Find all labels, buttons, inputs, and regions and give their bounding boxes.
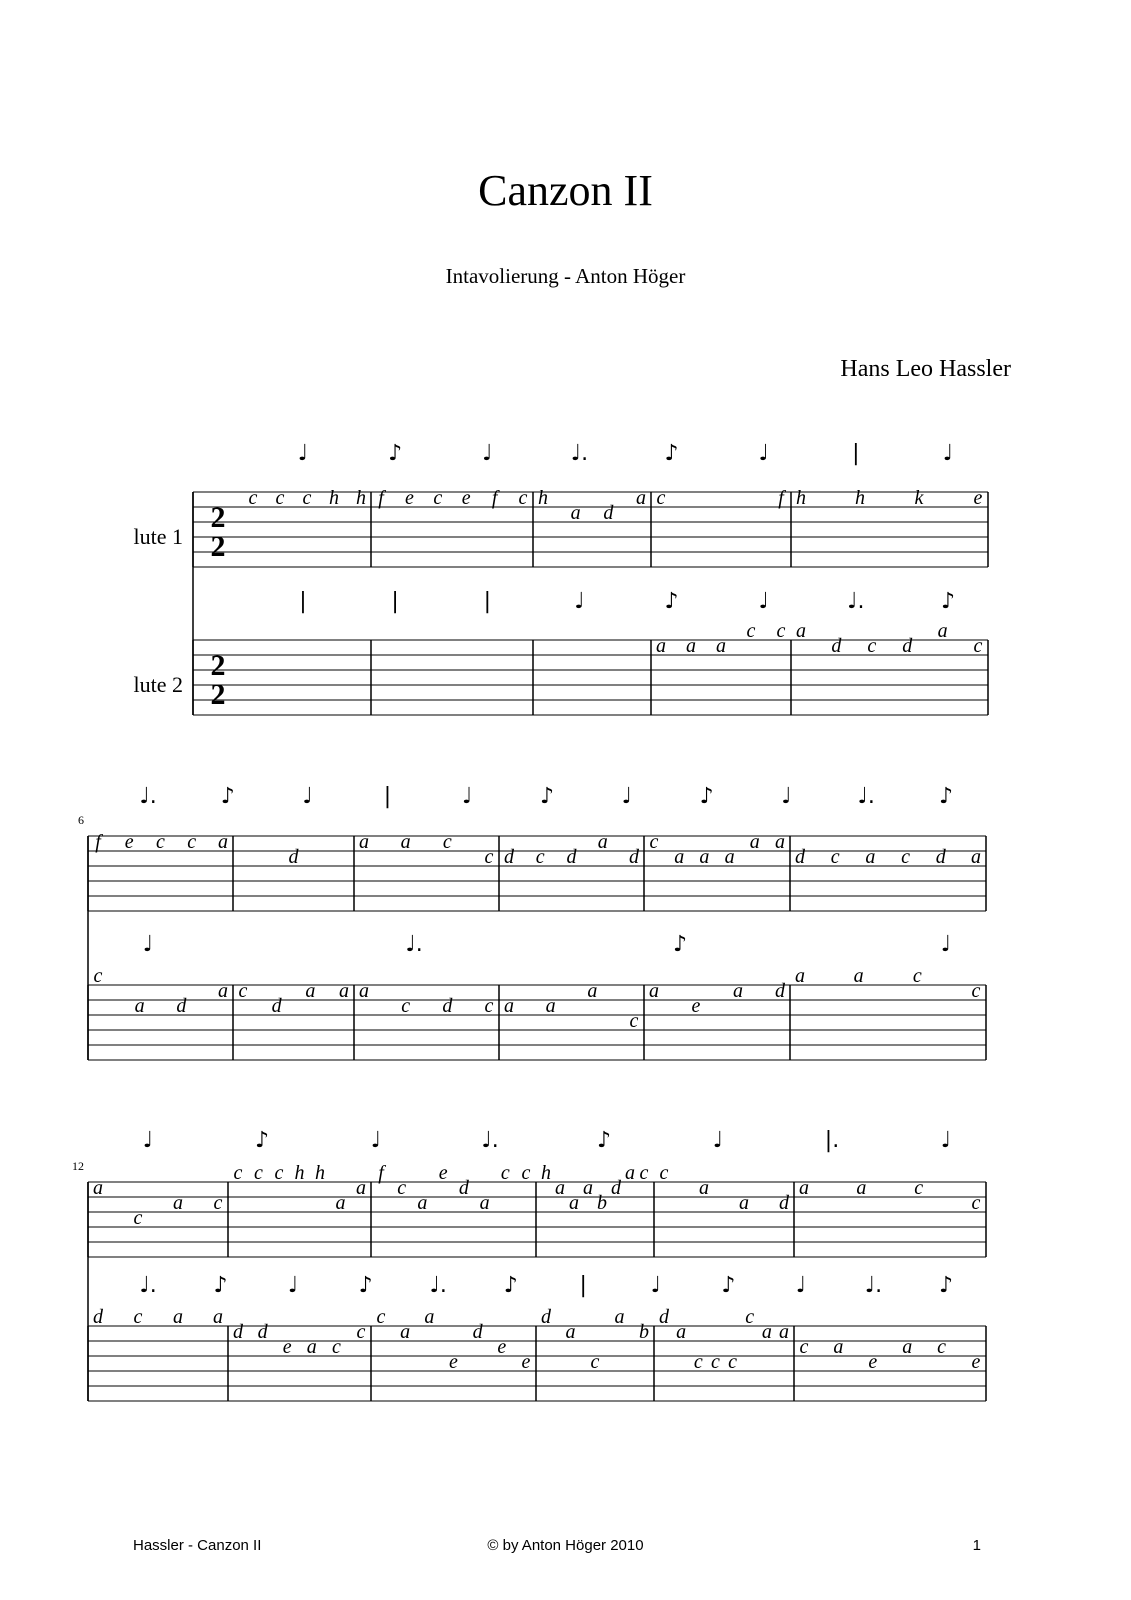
tab-letter: d	[176, 995, 187, 1017]
rhythm-flag: ♪	[503, 1273, 518, 1298]
tab-letter: f	[378, 1162, 384, 1184]
tab-letter: a	[545, 995, 556, 1017]
tab-letter: c	[901, 846, 911, 868]
tab-letter: h	[541, 1162, 551, 1184]
rhythm-flag: ♩.	[139, 1273, 157, 1298]
tab-letter: a	[417, 1192, 428, 1214]
rhythm-flag: ♩.	[847, 589, 865, 614]
tab-letter: a	[359, 831, 369, 853]
part-label: lute 2	[133, 672, 183, 697]
tab-letter: c	[331, 1336, 341, 1358]
tab-letter: a	[937, 620, 948, 642]
tab-letter: d	[603, 502, 614, 524]
tab-letter: c	[912, 965, 922, 987]
tab-letter: a	[218, 831, 228, 853]
rhythm-flag: ♩	[758, 589, 769, 614]
tab-letter: a	[93, 1177, 103, 1199]
rhythm-flag: ♪	[721, 1273, 736, 1298]
tab-letter: a	[865, 846, 876, 868]
tab-letter: a	[749, 831, 760, 853]
tab-letter: a	[902, 1336, 913, 1358]
tab-letter: a	[775, 831, 785, 853]
tab-letter: c	[973, 635, 983, 657]
rhythm-flag: ♩	[142, 932, 154, 957]
tab-letter: c	[254, 1162, 263, 1184]
tab-letter: a	[400, 1321, 411, 1343]
tab-letter: c	[518, 487, 528, 509]
tab-letter: a	[636, 487, 646, 509]
rhythm-flag: ♩	[621, 784, 632, 809]
tab-letter: d	[458, 1177, 469, 1199]
tab-letter: c	[535, 846, 545, 868]
tab-letter: d	[288, 846, 299, 868]
tab-letter: c	[484, 995, 494, 1017]
time-signature-bottom: 2	[210, 530, 226, 563]
rhythm-flag: ♩	[650, 1273, 662, 1298]
part-label: lute 1	[133, 524, 183, 549]
tab-letter: d	[935, 846, 946, 868]
page-number: 1	[972, 1537, 981, 1554]
tab-letter: a	[335, 1192, 346, 1214]
rhythm-flag: ♩	[574, 589, 585, 614]
tab-letter: a	[699, 1177, 709, 1199]
rhythm-flag: ♪	[940, 589, 956, 614]
rhythm-flag: ♪	[213, 1273, 228, 1298]
tab-letter: c	[274, 1162, 284, 1184]
tab-letter: d	[233, 1321, 243, 1343]
tab-letter: a	[218, 980, 228, 1002]
tab-letter: c	[710, 1351, 720, 1373]
tab-letter: f	[95, 831, 101, 853]
tab-letter: a	[565, 1321, 576, 1343]
composer-name: Hans Leo Hassler	[840, 356, 1011, 382]
tab-letter: e	[973, 487, 983, 509]
tab-letter: c	[656, 487, 666, 509]
measure-number: 6	[78, 813, 84, 827]
tab-letter: c	[401, 995, 411, 1017]
rhythm-flag: ♩.	[139, 784, 157, 809]
tab-letter: d	[659, 1306, 669, 1328]
tab-letter: a	[306, 1336, 317, 1358]
tab-letter: f	[378, 487, 384, 509]
tab-letter: c	[213, 1192, 223, 1214]
tab-letter: c	[629, 1010, 639, 1032]
tab-letter: a	[569, 1192, 579, 1214]
rhythm-flag: ♩	[142, 1128, 154, 1153]
tab-letter: c	[248, 487, 258, 509]
tab-letter: c	[93, 965, 103, 987]
tab-letter: d	[795, 846, 805, 868]
tab-letter: c	[133, 1207, 143, 1229]
tab-letter: k	[914, 487, 924, 509]
tab-letter: e	[449, 1351, 458, 1373]
rhythm-flag: ♩.	[857, 784, 875, 809]
tab-letter: e	[124, 831, 134, 853]
tab-letter: h	[538, 487, 548, 509]
measure-number: 12	[72, 1159, 84, 1173]
tab-letter: a	[213, 1306, 223, 1328]
tab-letter: e	[438, 1162, 448, 1184]
rhythm-flag: ♪	[596, 1128, 612, 1153]
rhythm-flag: ♩.	[481, 1128, 499, 1153]
tab-letter: a	[134, 995, 145, 1017]
tab-letter: a	[649, 980, 659, 1002]
tab-letter: d	[611, 1177, 621, 1199]
tab-letter: h	[356, 487, 366, 509]
tab-letter: a	[971, 846, 981, 868]
tab-letter: a	[656, 635, 666, 657]
tab-letter: c	[433, 487, 443, 509]
rhythm-flag: |	[391, 589, 399, 614]
tab-letter: c	[971, 980, 981, 1002]
tab-letter: h	[796, 487, 806, 509]
tab-letter: a	[597, 831, 608, 853]
rhythm-flag: ♪	[699, 784, 714, 809]
tab-letter: e	[497, 1336, 507, 1358]
tab-letter: c	[799, 1336, 809, 1358]
tab-letter: c	[397, 1177, 407, 1199]
tab-letter: a	[724, 846, 735, 868]
tab-letter: a	[676, 1321, 687, 1343]
piece-title: Canzon II	[478, 166, 653, 215]
footer-copyright: © by Anton Höger 2010	[487, 1537, 644, 1554]
tab-letter: a	[305, 980, 316, 1002]
tab-letter: c	[776, 620, 786, 642]
rhythm-flag: |	[483, 589, 491, 614]
tab-letter: a	[555, 1177, 565, 1199]
tab-letter: a	[674, 846, 685, 868]
tab-letter: c	[521, 1162, 531, 1184]
tab-letter: c	[302, 487, 312, 509]
tab-letter: c	[356, 1321, 366, 1343]
tab-letter: d	[779, 1192, 789, 1214]
tab-letter: d	[541, 1306, 551, 1328]
time-signature-top: 2	[210, 649, 226, 682]
tab-letter: a	[356, 1177, 366, 1199]
rhythm-flag: ♩	[297, 441, 309, 466]
tab-letter: c	[500, 1162, 510, 1184]
rhythm-flag: ♩	[940, 932, 952, 957]
rhythm-flag: ♩.	[405, 932, 423, 957]
tab-letter: c	[659, 1162, 669, 1184]
tab-letter: c	[937, 1336, 947, 1358]
tab-letter: a	[699, 846, 710, 868]
tab-letter: a	[761, 1321, 772, 1343]
tab-letter: a	[716, 635, 726, 657]
rhythm-flag: ♩	[712, 1128, 724, 1153]
tab-letter: c	[275, 487, 285, 509]
rhythm-flag: ♪	[358, 1273, 373, 1298]
tab-letter: d	[629, 846, 639, 868]
rhythm-flag: ♪	[938, 784, 954, 809]
time-signature-bottom: 2	[210, 678, 226, 711]
rhythm-flag: ♩.	[429, 1273, 447, 1298]
tab-letter: c	[484, 846, 494, 868]
rhythm-flag: ♩	[940, 1128, 952, 1153]
tab-letter: a	[583, 1177, 593, 1199]
tab-letter: c	[649, 831, 659, 853]
tab-letter: c	[830, 846, 840, 868]
tab-letter: f	[778, 487, 784, 509]
rhythm-flag: ♩	[942, 441, 954, 466]
tab-letter: a	[795, 965, 805, 987]
rhythm-flag: ♩	[462, 784, 473, 809]
tab-letter: c	[133, 1306, 143, 1328]
tab-letter: c	[728, 1351, 738, 1373]
tab-letter: c	[745, 1306, 755, 1328]
rhythm-flag: |	[299, 589, 307, 614]
rhythm-flag: ♪	[664, 589, 679, 614]
tab-letter: a	[614, 1306, 625, 1328]
rhythm-flag: ♪	[388, 441, 403, 466]
tab-letter: e	[282, 1336, 292, 1358]
tab-letter: h	[315, 1162, 325, 1184]
rhythm-flag: |	[579, 1273, 587, 1298]
rhythm-flag: ♩	[795, 1273, 807, 1298]
tab-letter: c	[746, 620, 756, 642]
tab-letter: d	[831, 635, 842, 657]
tab-letter: c	[156, 831, 165, 853]
tab-letter: e	[521, 1351, 531, 1373]
tab-letter: e	[691, 995, 701, 1017]
tab-letter: a	[733, 980, 743, 1002]
tab-letter: d	[472, 1321, 483, 1343]
tab-letter: d	[902, 635, 913, 657]
tab-letter: a	[779, 1321, 789, 1343]
rhythm-flag: ♩.	[864, 1273, 883, 1298]
tab-letter: a	[504, 995, 514, 1017]
tab-letter: a	[424, 1306, 435, 1328]
tab-letter: d	[504, 846, 514, 868]
tab-letter: h	[855, 487, 865, 509]
tab-letter: a	[856, 1177, 867, 1199]
tab-letter: e	[461, 487, 471, 509]
tab-letter: c	[187, 831, 197, 853]
rhythm-flag: |	[852, 441, 860, 466]
tab-letter: h	[329, 487, 339, 509]
tab-letter: d	[775, 980, 785, 1002]
piece-subtitle: Intavolierung - Anton Höger	[445, 264, 686, 288]
tab-letter: a	[400, 831, 411, 853]
tab-letter: b	[639, 1321, 649, 1343]
rhythm-flag: ♩	[370, 1128, 382, 1153]
tab-letter: a	[625, 1162, 635, 1184]
tab-letter: a	[570, 502, 581, 524]
tab-letter: c	[971, 1192, 981, 1214]
tab-letter: a	[587, 980, 598, 1002]
footer-left-text: Hassler - Canzon II	[133, 1537, 262, 1554]
rhythm-flag: |.	[824, 1128, 840, 1153]
tab-letter: b	[597, 1192, 607, 1214]
tab-letter: e	[971, 1351, 981, 1373]
tab-letter: d	[257, 1321, 268, 1343]
tab-letter: e	[404, 487, 414, 509]
tab-letter: c	[590, 1351, 600, 1373]
tab-letter: d	[442, 995, 453, 1017]
time-signature-top: 2	[210, 501, 226, 534]
rhythm-flag: ♪	[664, 441, 679, 466]
tab-letter: c	[693, 1351, 703, 1373]
tab-letter: a	[359, 980, 369, 1002]
rhythm-flag: ♩	[287, 1273, 299, 1298]
tab-letter: a	[796, 620, 806, 642]
tab-letter: a	[853, 965, 864, 987]
tab-letter: a	[799, 1177, 809, 1199]
rhythm-flag: ♩.	[570, 441, 589, 466]
tab-letter: a	[479, 1192, 490, 1214]
rhythm-flag: ♪	[220, 784, 235, 809]
rhythm-flag: ♩	[781, 784, 792, 809]
tab-letter: d	[93, 1306, 103, 1328]
tab-letter: c	[233, 1162, 243, 1184]
tab-letter: a	[739, 1192, 749, 1214]
rhythm-flag: ♪	[672, 932, 688, 957]
tab-letter: e	[868, 1351, 878, 1373]
rhythm-flag: ♪	[938, 1273, 954, 1298]
rhythm-flag: ♩	[302, 784, 313, 809]
tab-letter: c	[376, 1306, 386, 1328]
tab-letter: d	[566, 846, 577, 868]
rhythm-flag: ♩	[758, 441, 769, 466]
rhythm-flag: ♪	[539, 784, 555, 809]
tab-letter: c	[238, 980, 248, 1002]
tab-letter: d	[271, 995, 282, 1017]
tab-letter: c	[639, 1162, 649, 1184]
rhythm-flag: ♩	[482, 441, 493, 466]
tab-letter: a	[173, 1306, 183, 1328]
tab-letter: a	[686, 635, 696, 657]
tab-letter: a	[173, 1192, 183, 1214]
rhythm-flag: ♪	[254, 1128, 270, 1153]
tab-letter: c	[914, 1177, 924, 1199]
tab-letter: a	[339, 980, 349, 1002]
rhythm-flag: |	[383, 784, 392, 809]
tab-letter: c	[867, 635, 877, 657]
tab-letter: f	[491, 487, 498, 509]
tab-letter: h	[294, 1162, 305, 1184]
tab-letter: a	[833, 1336, 844, 1358]
tab-letter: c	[442, 831, 452, 853]
